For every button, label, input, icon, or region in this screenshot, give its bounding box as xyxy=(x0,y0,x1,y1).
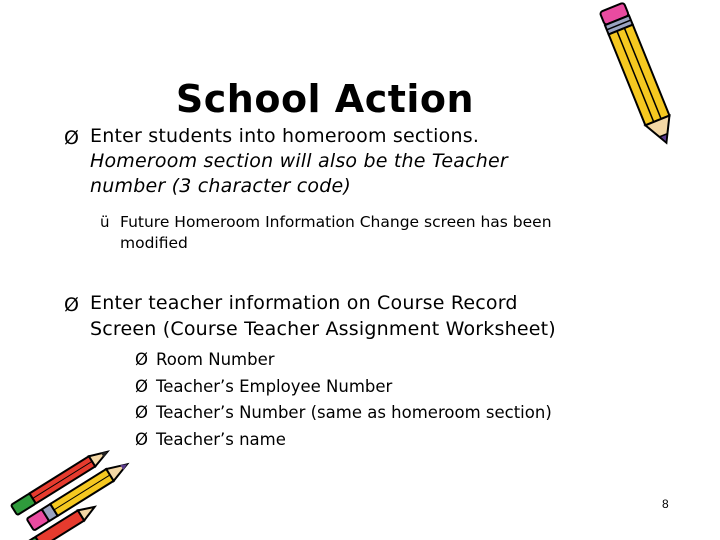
slide-title: School Action xyxy=(175,77,475,122)
item-room-number: Room Number xyxy=(156,350,275,369)
sub-bullet-line-2: modified xyxy=(120,234,188,252)
bullet-1-line-3: number (3 character code) xyxy=(90,175,351,197)
sub-bullet-line-1: Future Homeroom Information Change screen has been xyxy=(120,213,552,231)
checkmark-icon: ü xyxy=(100,213,110,231)
bullet-1-line-1: Enter students into homeroom sections. xyxy=(90,125,480,147)
item-teacher-name: Teacher’s name xyxy=(156,430,286,449)
bullet-1-line-2: Homeroom section will also be the Teacher xyxy=(90,150,508,172)
item-arrow-icon: Ø xyxy=(135,403,148,422)
bullet-2-line-1: Enter teacher information on Course Record xyxy=(90,292,518,314)
item-arrow-icon: Ø xyxy=(135,430,148,449)
page-number: 8 xyxy=(662,497,669,511)
item-employee-number: Teacher’s Employee Number xyxy=(156,377,393,396)
item-teacher-number: Teacher’s Number (same as homeroom section) xyxy=(156,403,552,422)
item-arrow-icon: Ø xyxy=(135,350,148,369)
bullet-2-line-2: Screen (Course Teacher Assignment Worksheet) xyxy=(90,318,556,340)
bullet-arrow-icon: Ø xyxy=(64,294,79,316)
bullet-arrow-icon: Ø xyxy=(64,127,79,149)
pencils-icon xyxy=(0,430,150,540)
item-arrow-icon: Ø xyxy=(135,377,148,396)
